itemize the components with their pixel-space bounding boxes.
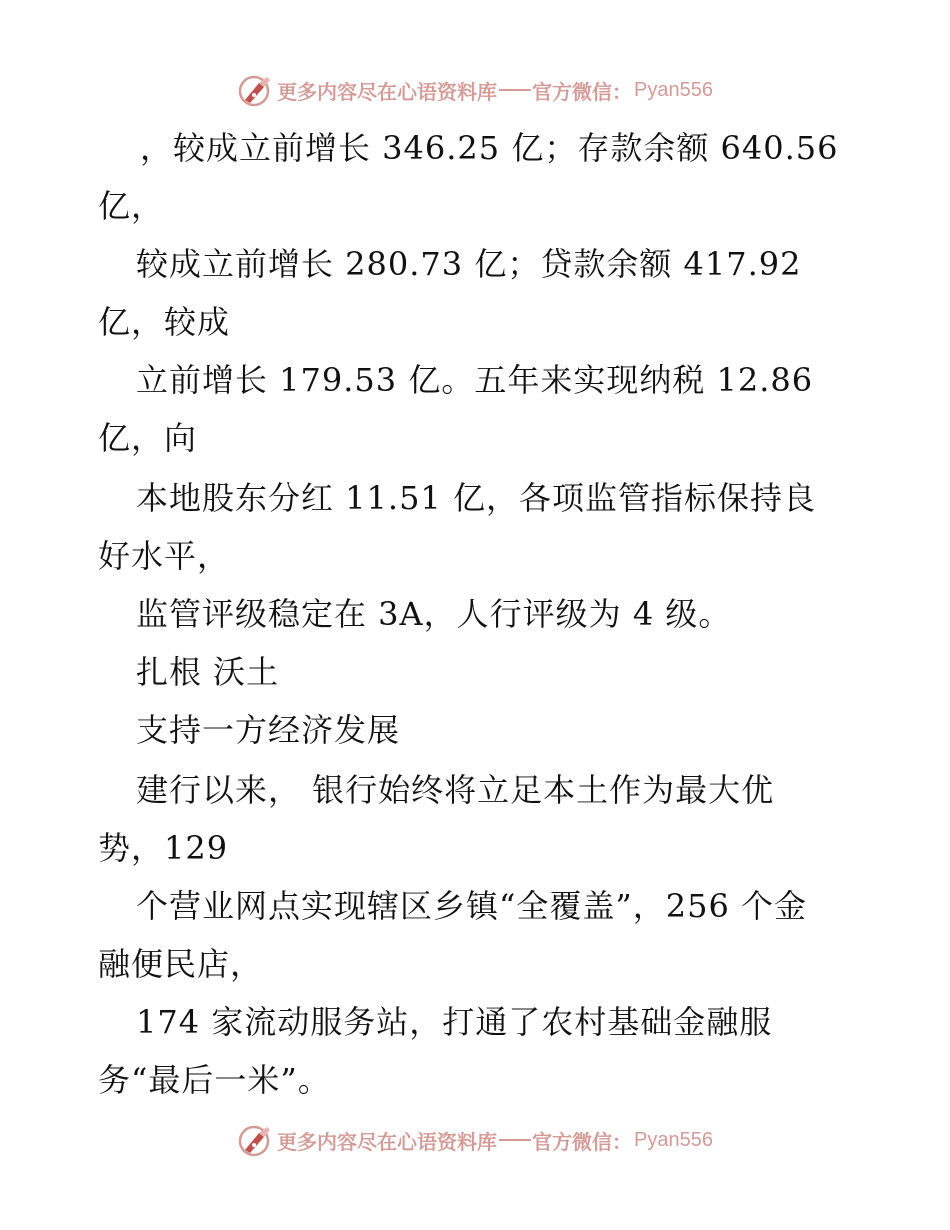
body-line-6: 亿，向 xyxy=(98,419,198,457)
body-line-5: 立前增长 179.53 亿。五年来实现纳税 12.86 xyxy=(136,361,814,399)
banner-dash xyxy=(499,89,531,91)
body-line-3: 较成立前增长 280.73 亿；贷款余额 417.92 xyxy=(136,245,802,283)
body-line-8: 好水平， xyxy=(98,537,231,575)
section-subheading: 支持一方经济发展 xyxy=(136,711,401,749)
body-line-9: 监管评级稳定在 3A，人行评级为 4 级。 xyxy=(136,595,732,633)
footer-watermark-banner xyxy=(0,1120,950,1160)
banner-slogan: 更多内容尽在心语资料库 xyxy=(277,1129,498,1154)
banner-slogan: 更多内容尽在心语资料库 xyxy=(277,79,498,104)
banner-official-label: 官方微信： xyxy=(532,1129,633,1154)
banner-wechat-id: Pyan556 xyxy=(634,78,713,101)
body-line-17: 务“最后一米”。 xyxy=(98,1061,331,1099)
section-heading: 扎根 沃土 xyxy=(136,653,280,691)
banner-dash xyxy=(499,1139,531,1141)
body-line-2: 亿， xyxy=(98,187,165,225)
header-watermark-banner xyxy=(0,70,950,110)
body-line-12: 建行以来， 银行始终将立足本土作为最大优 xyxy=(136,771,775,809)
body-line-14: 个营业网点实现辖区乡镇“全覆盖”，256 个金 xyxy=(136,887,807,925)
body-line-15: 融便民店， xyxy=(98,945,264,983)
banner-wechat-id: Pyan556 xyxy=(634,1128,713,1151)
body-line-4: 亿，较成 xyxy=(98,303,231,341)
pen-nib-icon xyxy=(237,73,273,107)
body-line-1: ，较成立前增长 346.25 亿；存款余额 640.56 xyxy=(140,129,839,167)
banner-official-label: 官方微信： xyxy=(532,79,633,104)
pen-nib-icon xyxy=(237,1123,273,1157)
body-line-16: 174 家流动服务站，打通了农村基础金融服 xyxy=(136,1003,773,1041)
body-line-13: 势，129 xyxy=(98,829,229,867)
body-line-7: 本地股东分红 11.51 亿，各项监管指标保持良 xyxy=(136,479,816,517)
